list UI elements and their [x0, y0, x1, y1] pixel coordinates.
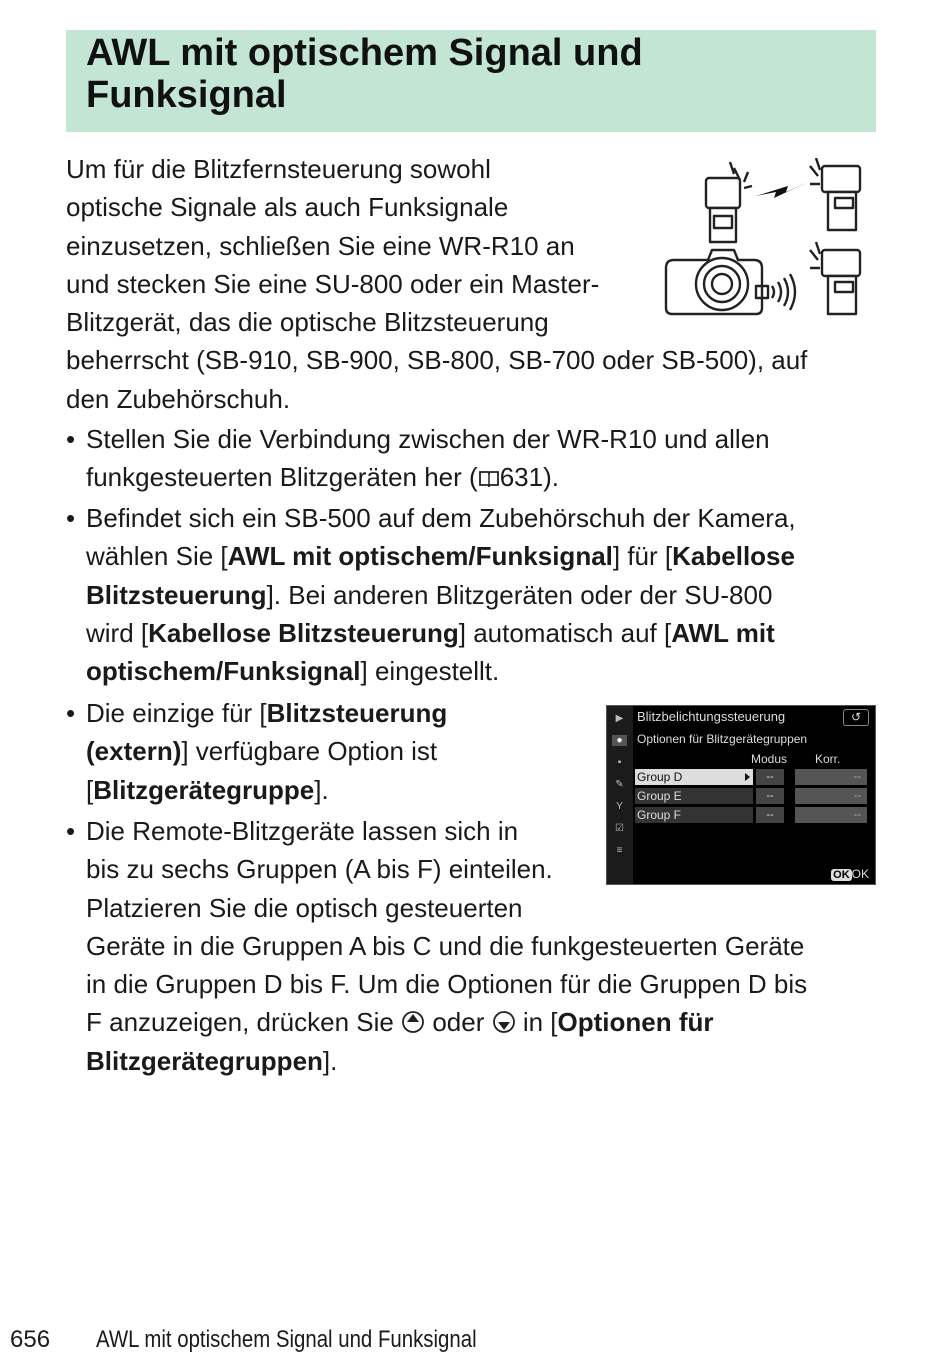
multi-selector-up-icon: [401, 1010, 425, 1034]
group-row[interactable]: [635, 807, 867, 823]
intro-line: Blitzgerät, das die optische Blitzsteuerung: [66, 307, 549, 338]
ok-badge-icon: OK: [833, 869, 850, 881]
bullet-text: Platzieren Sie die optisch gesteuerten: [86, 892, 523, 923]
setup-menu-wrench-icon: Y: [616, 801, 623, 812]
flash-setup-illustration: [660, 158, 870, 320]
intro-line: und stecken Sie eine SU-800 oder ein Master-: [66, 268, 600, 299]
bullet-text: Befindet sich ein SB-500 auf dem Zubehörschuh der Kamera,: [86, 503, 796, 533]
bullet-text: bis zu sechs Gruppen (A bis F) einteilen.: [86, 854, 553, 885]
title-line-2: Funksignal: [86, 74, 287, 116]
back-icon[interactable]: ↺: [843, 709, 869, 726]
bullet-text: Stellen Sie die Verbindung zwischen der WR-R10 und allen: [86, 424, 770, 454]
my-menu-icon: ≡: [616, 845, 623, 856]
submenu-arrow-icon: [745, 773, 750, 781]
bullet-text: [: [86, 774, 94, 805]
book-reference-icon: [478, 469, 500, 489]
group-name: Group E: [635, 788, 753, 804]
group-mode: --: [756, 788, 784, 804]
menu-item-label: Blitzgerätegruppen: [86, 1045, 323, 1076]
menu-item-label: Kabellose Blitzsteuerung: [148, 617, 459, 648]
custom-settings-pencil-icon: ✎: [615, 779, 624, 790]
ok-button[interactable]: [831, 867, 869, 881]
movie-shooting-menu-icon: ▪: [617, 757, 622, 768]
ok-label: OK: [851, 867, 869, 881]
menu-option-label: AWL mit optischem/Funksignal: [227, 541, 613, 572]
group-mode: --: [756, 769, 784, 785]
bullet-text: funkgesteuerten Blitzgeräten her (: [86, 462, 478, 493]
menu-item-label: Optionen für: [557, 1007, 714, 1038]
intro-line: Um für die Blitzfernsteuerung sowohl: [66, 154, 491, 184]
intro-line: optische Signale als auch Funksignale: [66, 192, 509, 223]
bullet-text: ].: [322, 1045, 338, 1076]
group-row[interactable]: [635, 769, 867, 785]
retouch-menu-icon: ☑: [615, 823, 624, 834]
bullet-text: Die Remote-Blitzgeräte lassen sich in: [86, 816, 519, 846]
bullet-text: Geräte in die Gruppen A bis C und die funkgesteuerten Geräte: [86, 930, 805, 961]
intro-line: beherrscht (SB-910, SB-900, SB-800, SB-700 oder SB-500), auf: [66, 345, 808, 376]
bullet-dot: •: [66, 698, 76, 728]
intro-line: den Zubehörschuh.: [66, 383, 291, 414]
menu-item-label: Blitzsteuerung: [266, 698, 448, 728]
bullet-wr-r10: [66, 420, 878, 497]
bullet-text: wählen Sie [: [86, 541, 228, 572]
bullet-text: oder: [432, 1007, 485, 1038]
page-footer: [10, 1326, 544, 1354]
bullet-dot: •: [66, 503, 76, 533]
group-korr: --: [795, 807, 867, 823]
group-korr: --: [795, 769, 867, 785]
menu-option-label: optischem/Funksignal: [86, 656, 361, 687]
bullet-dot: •: [66, 424, 76, 454]
bullet-text: ] automatisch auf [: [458, 617, 672, 648]
bullet-text: F anzuzeigen, drücken Sie: [86, 1007, 394, 1038]
bullet-text: wird [: [86, 617, 149, 648]
menu-subheader: Optionen für Blitzgerätegruppen: [637, 732, 808, 746]
menu-header: Blitzbelichtungssteuerung: [637, 709, 786, 724]
menu-option-label: AWL mit: [671, 617, 775, 648]
bullet-text: ] verfügbare Option ist: [181, 736, 438, 767]
bullet-text: ]. Bei anderen Blitzgeräten oder der SU-800: [266, 579, 773, 610]
title-line-1: AWL mit optischem Signal und: [86, 32, 643, 74]
bullet-text: ] für [: [612, 541, 673, 572]
title-box: [66, 30, 876, 132]
menu-item-label: (extern): [86, 736, 182, 767]
page-number: 656: [10, 1326, 51, 1353]
menu-item-label: Blitzsteuerung: [86, 579, 267, 610]
column-header-mode: Modus: [751, 752, 788, 766]
column-header-korr: Korr.: [815, 752, 841, 766]
photo-shooting-menu-icon: ●: [612, 735, 627, 746]
bullet-text: Die einzige für [: [86, 698, 267, 728]
menu-option-label: Blitzgerätegruppe: [93, 774, 315, 805]
group-korr: --: [795, 788, 867, 804]
bullet-text: in die Gruppen D bis F. Um die Optionen für die Gruppen D bis: [86, 969, 808, 1000]
menu-item-label: Kabellose: [672, 541, 795, 572]
menu-tab-bar: [607, 706, 633, 884]
bullet-dot: •: [66, 816, 76, 846]
group-row[interactable]: [635, 788, 867, 804]
playback-menu-icon: ▶: [615, 713, 624, 724]
page-reference-link[interactable]: 631: [499, 462, 544, 493]
group-name: Group D: [635, 769, 753, 785]
multi-selector-down-icon: [492, 1010, 516, 1034]
camera-menu-screenshot: [606, 705, 876, 885]
bullet-sb-500: [66, 499, 878, 690]
group-name: Group F: [635, 807, 753, 823]
page-title: [86, 32, 876, 116]
bullet-text: ).: [543, 462, 559, 493]
footer-title: AWL mit optischem Signal und Funksignal: [96, 1326, 477, 1353]
intro-line: einzusetzen, schließen Sie eine WR-R10 an: [66, 230, 575, 261]
bullet-text: ] eingestellt.: [360, 656, 500, 687]
group-mode: --: [756, 807, 784, 823]
bullet-text: in [: [522, 1007, 558, 1038]
bullet-text: ].: [314, 774, 329, 805]
